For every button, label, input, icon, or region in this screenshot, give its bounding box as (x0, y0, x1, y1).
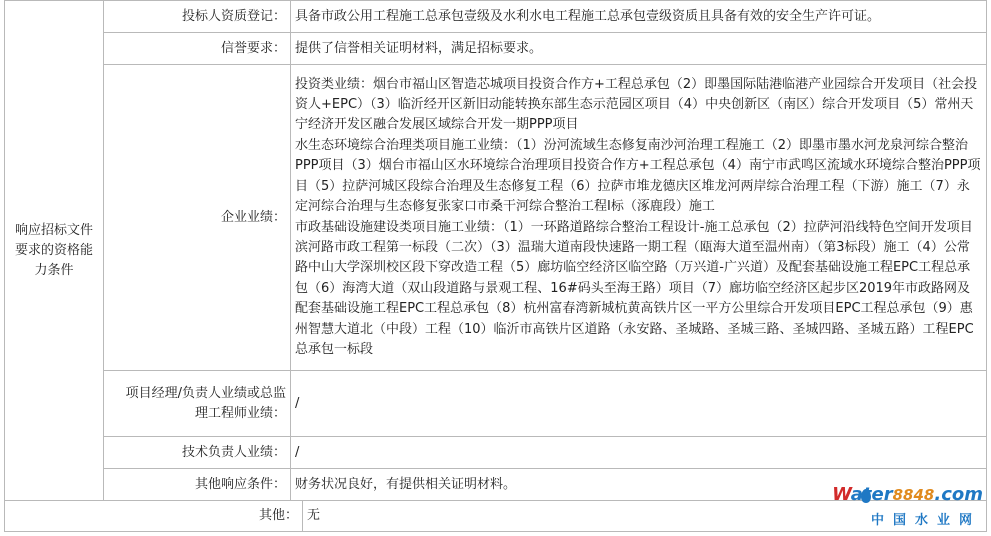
other-label: 其他： (5, 501, 303, 532)
credit-label: 信誉要求： (104, 33, 291, 65)
performance-label: 企业业绩： (104, 65, 291, 371)
municipal-performance: 市政基础设施建设类项目施工业绩：（1）一环路道路综合整治工程设计-施工总承包（2）拉萨河沿线特色空间开发项目滨河路市政工程第一标段（二次）（3）温瑞大道南段快速路一期工程（瓯海大道至温州南）（第3标段）施工（4）公常路中山大学深圳校区段下穿改造工程（5）廊坊临空经济区临空路（万兴道-广兴道）及配套基础设施工程EPC工程总承包（6）海湾大道（双山段道路与景观工程、16#码头至海王路）项目（7）廊坊临空经济区起步区2019年市政路网及配套基础设施工程EPC工程总承包（8）杭州富春湾新城杭黄高铁片区一平方公里综合开发项目EPC工程总承包（9）惠州智慧大道北（中段）工程（10）临沂市高铁片区道路（永安路、圣城路、圣城三路、圣城四路、圣城五路）工程EPC总承包一标段 (295, 219, 974, 357)
table-row (5, 33, 987, 65)
credit-value: 提供了信誉相关证明材料，满足招标要求。 (291, 33, 987, 65)
watermark-site-name: 中国水业网 (870, 513, 981, 528)
tech-lead-value: / (291, 437, 987, 469)
table-row (5, 437, 987, 469)
performance-value (291, 65, 987, 371)
watermark-logo (832, 484, 983, 528)
other-response-value: 财务状况良好，有提供相关证明材料。 (291, 469, 987, 501)
water-ecology-performance: 水生态环境综合治理类项目施工业绩：（1）汾河流域生态修复南沙河治理工程施工（2）即墨市墨水河龙泉河综合整治PPP项目（3）烟台市福山区水环境综合治理项目投资合作方+工程总承包（4）南宁市武鸣区流域水环境综合整治PPP项目（5）拉萨河城区段综合治理及生态修复工程（6）拉萨市堆龙德庆区堆龙河两岸综合治理工程（下游）施工（7）永定河综合治理与生态修复张家口市桑干河综合整治工程I标（涿鹿段）施工 (295, 137, 981, 215)
table-row (5, 1, 987, 33)
pm-performance-label: 项目经理/负责人业绩或总监理工程师业绩： (104, 371, 291, 437)
qualification-label: 投标人资质登记： (104, 1, 291, 33)
investment-performance: 投资类业绩：烟台市福山区智造芯城项目投资合作方+工程总承包（2）即墨国际陆港临港产业园综合开发项目（社会投资人+EPC）（3）临沂经开区新旧动能转换东部生态示范园区项目（4）中央创新区（南区）综合开发项目（5）常州天宁经济开发区融合发展区域综合开发一期PPP项目 (295, 76, 978, 133)
table-row (5, 501, 987, 532)
qualification-value: 具备市政公用工程施工总承包壹级及水利水电工程施工总承包壹级资质且具备有效的安全生产许可证。 (291, 1, 987, 33)
other-response-label: 其他响应条件： (104, 469, 291, 501)
bid-evaluation-table (4, 0, 987, 532)
table-row (5, 65, 987, 371)
other-value: 无 (303, 501, 987, 532)
group-label: 响应招标文件要求的资格能力条件 (5, 1, 104, 501)
table-row (5, 371, 987, 437)
pm-performance-value: / (291, 371, 987, 437)
tech-lead-label: 技术负责人业绩： (104, 437, 291, 469)
watermark-brand: Water8848.com (832, 484, 983, 505)
